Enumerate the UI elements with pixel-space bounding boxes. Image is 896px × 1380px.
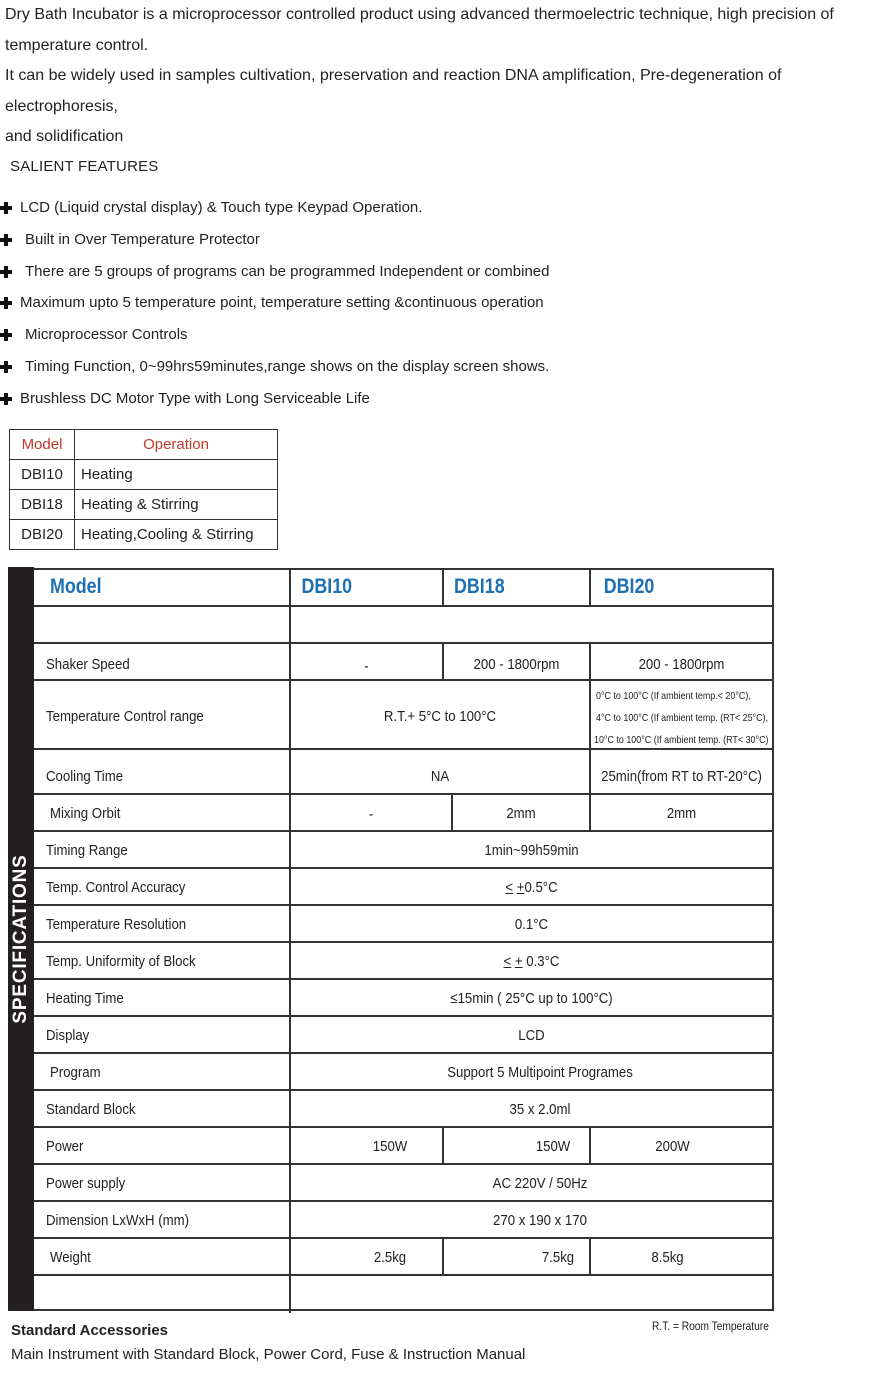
grid-line xyxy=(34,568,774,570)
grid-line xyxy=(589,642,591,681)
power-dbi18: 150W xyxy=(535,1138,571,1155)
timing-range-value: 1min~99h59min xyxy=(484,842,579,859)
operation-table xyxy=(9,429,278,550)
grid-line xyxy=(34,867,774,869)
grid-line xyxy=(34,830,774,832)
grid-line xyxy=(589,748,591,795)
intro-line: It can be widely used in samples cultivation, preservation and reaction DNA amplification, Pre-degeneration of electrophoresis, xyxy=(5,67,782,115)
intro-line: temperature control. xyxy=(5,36,149,54)
temp-range-dbi20-line: 0°C to 100°C (If ambient temp.< 20°C), xyxy=(596,690,751,702)
timing-range-label: Timing Range xyxy=(46,842,128,859)
plus-bullet-icon xyxy=(0,297,12,309)
heating-time-label: Heating Time xyxy=(46,990,124,1007)
operation-header: Operation xyxy=(75,430,278,460)
grid-line xyxy=(34,1309,774,1311)
grid-line xyxy=(34,679,774,681)
feature-item: LCD (Liquid crystal display) & Touch type Keypad Operation. xyxy=(0,196,549,228)
model-header: Model xyxy=(50,575,102,598)
grid-line xyxy=(34,1015,774,1017)
grid-line xyxy=(34,1237,774,1239)
feature-list xyxy=(0,196,549,419)
power-dbi20: 200W xyxy=(655,1138,690,1155)
uniformity-value xyxy=(319,953,744,970)
uniformity-number: 0.3°C xyxy=(522,953,560,970)
grid-line xyxy=(34,904,774,906)
model-dbi18-header: DBI18 xyxy=(454,575,505,598)
accessories-text: Main Instrument with Standard Block, Power Cord, Fuse & Instruction Manual xyxy=(11,1346,526,1363)
salient-features-title: SALIENT FEATURES xyxy=(10,158,159,175)
grid-line xyxy=(442,642,444,681)
grid-line xyxy=(34,1200,774,1202)
shaker-speed-label: Shaker Speed xyxy=(46,656,130,673)
plus-minus-sign: + xyxy=(516,879,525,896)
standard-block-value: 35 x 2.0ml xyxy=(509,1101,571,1118)
specifications-label: SPECIFICATIONS xyxy=(10,854,31,1024)
power-dbi10: 150W xyxy=(372,1138,408,1155)
weight-label: Weight xyxy=(50,1249,91,1266)
operation-cell: Heating,Cooling & Stirring xyxy=(75,520,278,550)
model-cell: DBI10 xyxy=(10,460,75,490)
grid-line xyxy=(34,793,774,795)
standard-block-label: Standard Block xyxy=(46,1101,136,1118)
grid-line xyxy=(34,1126,774,1128)
grid-line xyxy=(34,1089,774,1091)
grid-line xyxy=(589,679,591,750)
temp-range-label: Temperature Control range xyxy=(46,708,204,725)
plus-bullet-icon xyxy=(0,202,12,214)
model-dbi10-header: DBI10 xyxy=(301,575,353,598)
less-equal-sign: < xyxy=(505,879,514,896)
model-dbi20-header: DBI20 xyxy=(603,575,655,598)
grid-line xyxy=(34,978,774,980)
plus-bullet-icon xyxy=(0,266,12,278)
shaker-speed-dbi20: 200 - 1800rpm xyxy=(638,656,725,673)
plus-bullet-icon xyxy=(0,393,12,405)
feature-item: Maximum upto 5 temperature point, temperature setting &continuous operation xyxy=(0,291,549,323)
temp-range-dbi10-dbi18: R.T.+ 5°C to 100°C xyxy=(383,708,497,725)
temp-range-dbi20-line: 10°C to 100°C (If ambient temp. (RT< 30°C) xyxy=(594,734,769,746)
power-supply-label: Power supply xyxy=(46,1175,126,1192)
feature-item: Built in Over Temperature Protector xyxy=(0,228,549,260)
grid-line xyxy=(34,605,774,607)
cooling-time-label: Cooling Time xyxy=(46,768,124,785)
specifications-side-bar xyxy=(8,567,34,1311)
uniformity-label: Temp. Uniformity of Block xyxy=(46,953,196,970)
operation-cell: Heating xyxy=(75,460,278,490)
table-header-row xyxy=(10,430,278,460)
display-value: LCD xyxy=(518,1027,545,1044)
accuracy-number: 0.5°C xyxy=(524,879,558,896)
grid-line xyxy=(34,1274,774,1276)
weight-dbi10: 2.5kg xyxy=(373,1249,407,1266)
less-equal-sign: < xyxy=(503,953,512,970)
intro-paragraph xyxy=(5,0,891,153)
heating-time-value: ≤15min ( 25°C up to 100°C) xyxy=(450,990,613,1007)
grid-line xyxy=(34,1052,774,1054)
mixing-orbit-dbi18: 2mm xyxy=(506,805,536,822)
intro-line: Dry Bath Incubator is a microprocessor controlled product using advanced thermoelectric technique, high precision of xyxy=(5,6,834,23)
grid-line xyxy=(442,568,444,607)
model-cell: DBI18 xyxy=(10,490,75,520)
power-supply-value: AC 220V / 50Hz xyxy=(492,1175,588,1192)
model-header: Model xyxy=(10,430,75,460)
grid-line xyxy=(289,568,291,1313)
resolution-label: Temperature Resolution xyxy=(46,916,187,933)
grid-line xyxy=(772,568,774,1311)
table-row xyxy=(10,460,278,490)
grid-line xyxy=(589,568,591,607)
grid-line xyxy=(34,642,774,644)
model-cell: DBI20 xyxy=(10,520,75,550)
program-value: Support 5 Multipoint Programes xyxy=(447,1064,633,1081)
table-row xyxy=(10,490,278,520)
feature-item: There are 5 groups of programs can be programmed Independent or combined xyxy=(0,260,549,292)
plus-bullet-icon xyxy=(0,234,12,246)
plus-bullet-icon xyxy=(0,329,12,341)
grid-line xyxy=(451,793,453,832)
weight-dbi20: 8.5kg xyxy=(651,1249,684,1266)
accuracy-value xyxy=(319,879,744,896)
accessories-title: Standard Accessories xyxy=(11,1322,169,1339)
dimension-label: Dimension LxWxH (mm) xyxy=(46,1212,190,1229)
shaker-speed-dbi10: - xyxy=(364,658,369,675)
operation-cell: Heating & Stirring xyxy=(75,490,278,520)
power-label: Power xyxy=(46,1138,84,1155)
weight-dbi18: 7.5kg xyxy=(541,1249,575,1266)
plus-minus-sign: + xyxy=(514,953,523,970)
grid-line xyxy=(34,941,774,943)
shaker-speed-dbi18: 200 - 1800rpm xyxy=(473,656,560,673)
accuracy-label: Temp. Control Accuracy xyxy=(46,879,186,896)
temp-range-dbi20-line: 4°C to 100°C (If ambient temp. (RT< 25°C), xyxy=(596,712,769,724)
grid-line xyxy=(589,793,591,832)
cooling-time-dbi20: 25min(from RT to RT-20°C) xyxy=(601,768,762,785)
program-label: Program xyxy=(50,1064,101,1081)
table-row xyxy=(10,520,278,550)
display-label: Display xyxy=(46,1027,90,1044)
grid-line xyxy=(34,1163,774,1165)
mixing-orbit-label: Mixing Orbit xyxy=(50,805,121,822)
feature-item: Microprocessor Controls xyxy=(0,323,549,355)
feature-item: Brushless DC Motor Type with Long Serviceable Life xyxy=(0,387,549,419)
rt-footnote: R.T. = Room Temperature xyxy=(652,1319,769,1333)
mixing-orbit-dbi20: 2mm xyxy=(666,805,697,822)
resolution-value: 0.1°C xyxy=(514,916,549,933)
intro-line: and solidification xyxy=(5,128,124,145)
cooling-time-dbi10-dbi18: NA xyxy=(430,768,450,785)
feature-item: Timing Function, 0~99hrs59minutes,range shows on the display screen shows. xyxy=(0,355,549,387)
dimension-value: 270 x 190 x 170 xyxy=(493,1212,587,1229)
plus-bullet-icon xyxy=(0,361,12,373)
specifications-table xyxy=(34,568,774,1311)
mixing-orbit-dbi10: - xyxy=(368,806,374,823)
